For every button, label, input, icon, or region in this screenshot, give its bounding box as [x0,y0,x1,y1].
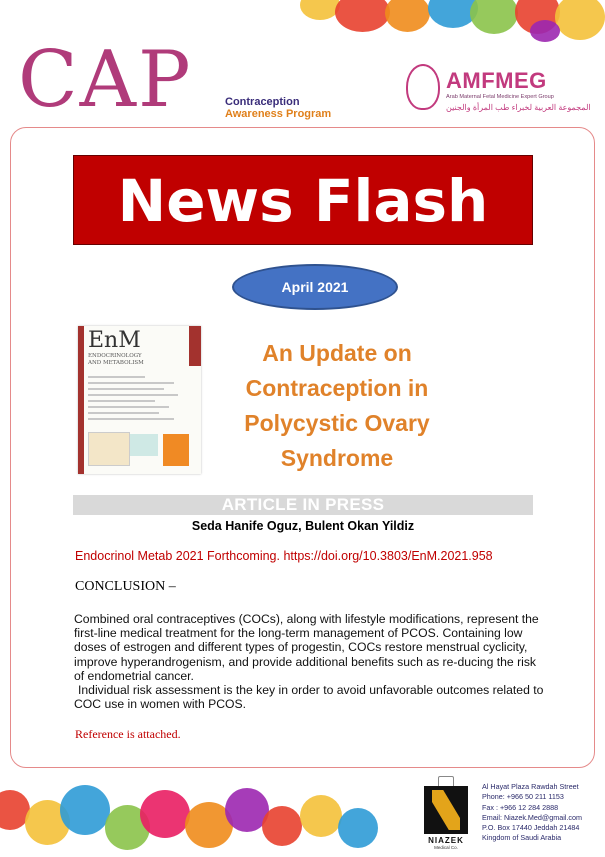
paint-splash-decoration [262,806,302,846]
cap-subtitle [225,96,331,120]
address-line: Email: Niazek.Med@gmail.com [482,812,582,822]
mother-baby-emblem-icon [406,64,440,110]
paint-splash-decoration [140,790,190,838]
amfmeg-arabic-name: المجموعة العربية لخبراء طب المرأة والجنين [446,103,591,112]
news-flash-banner: News Flash [73,155,533,245]
sponsor-sub: Medical Co. [434,845,458,850]
paint-splash-decoration [60,785,110,835]
cap-logo-text: CAP [18,35,193,125]
address-line: Phone: +966 50 211 1153 [482,792,564,802]
paint-splash-decoration [338,808,378,848]
date-badge: April 2021 [232,264,398,310]
article-citation-link[interactable]: Endocrinol Metab 2021 Forthcoming. https://doi.org/10.3803/EnM.2021.958 [75,549,493,563]
paint-splash-decoration [385,0,430,32]
conclusion-paragraph-1: Combined oral contraceptives (COCs), along with lifestyle modifications, represent the first-line medical treatment for the long-term management of PCOS. Containing low doses of estrogen and different types of progestin, COCs restore menstrual cyclicity, improve hyperandrogenism, and provide additional benefits such as re-ducing the risk of endometrial cancer. [74,612,539,683]
paint-splash-decoration [300,0,340,20]
address-line: Kingdom of Saudi Arabia [482,833,562,843]
address-line: Fax : +966 12 284 2888 [482,802,559,812]
cap-logo [18,35,248,125]
cap-subtitle-line2: Awareness Program [225,108,332,120]
conclusion-heading: CONCLUSION – [75,579,176,594]
cap-subtitle-line1: Contraception [225,96,300,108]
niazek-logo [418,776,474,850]
amfmeg-english-name: Arab Maternal Fetal Medicine Expert Group [446,94,554,100]
reference-note: Reference is attached. [75,727,181,741]
article-in-press-bar: ARTICLE IN PRESS [73,495,533,515]
conclusion-paragraph-2: Individual risk assessment is the key in order to avoid unfavorable outcomes related to COC use in women with PCOS. [74,683,544,712]
article-title: An Update on Contraception in Polycystic Ovary Syndrome [244,340,430,471]
journal-cover-image [78,326,201,474]
conclusion-body [74,612,544,711]
journal-name: ENDOCRINOLOGY AND METABOLISM [88,353,144,366]
paint-splash-decoration [470,0,518,34]
sponsor-name: NIAZEK [428,836,464,845]
paint-splash-decoration [530,20,560,42]
paint-splash-decoration [335,0,390,32]
paint-splash-decoration [300,795,342,837]
amfmeg-title: AMFMEG [446,68,547,93]
address-line: P.O. Box 17440 Jeddah 21484 [482,823,580,833]
article-authors: Seda Hanife Oguz, Bulent Okan Yildiz [191,519,415,533]
journal-abbrev: EnM [88,328,141,353]
amfmeg-logo [406,64,591,116]
sponsor-address [482,782,582,844]
address-line: Al Hayat Plaza Rawdah Street [482,782,579,791]
paint-splash-decoration [555,0,605,40]
